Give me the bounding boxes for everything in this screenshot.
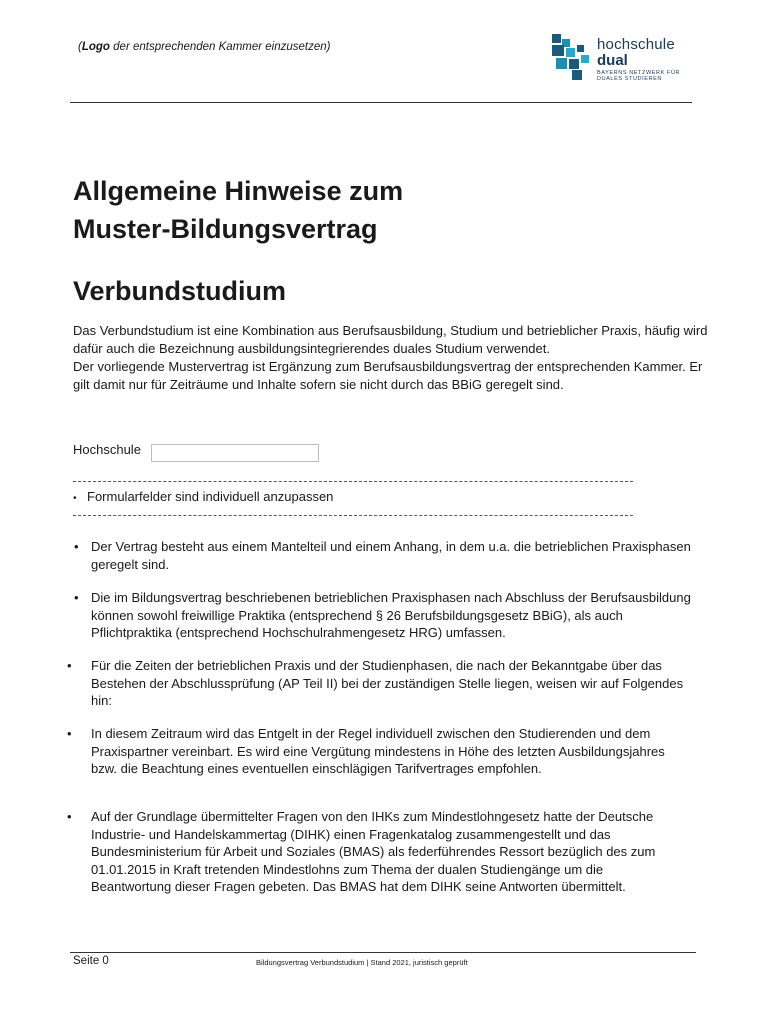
- bullet-dot: •: [74, 539, 79, 554]
- list-item-text: Für die Zeiten der betrieblichen Praxis und der Studienphasen, die nach der Bekanntgabe über das Bestehen der Abschlussprüfung (AP Teil II) bei der zuständigen Stelle liegen, weisen wir auf Folgendes hin:: [91, 658, 684, 708]
- form-fields-note-text: Formularfelder sind individuell anzupassen: [87, 489, 334, 504]
- header-divider: [70, 102, 692, 103]
- bullet-dot: •: [67, 726, 72, 741]
- document-subtitle: Verbundstudium: [73, 276, 287, 306]
- list-item: [74, 538, 691, 573]
- form-fields-note: [73, 489, 333, 504]
- bullet-dot: •: [67, 658, 72, 673]
- logo-mark-icon: [550, 33, 594, 81]
- logo-line-dual: dual: [597, 52, 628, 69]
- logo-placeholder-note: (Logo der entsprechenden Kammer einzusetzen): [78, 41, 331, 53]
- list-item: [67, 657, 696, 710]
- intro-paragraph-2: Der vorliegende Mustervertrag ist Ergänzung zum Berufsausbildungsvertrag der entsprechenden Kammer. Er gilt damit nur für Zeiträume und Inhalte sofern sie nicht durch das BBiG geregelt sind.: [73, 359, 703, 392]
- bullet-dot: •: [67, 809, 72, 824]
- intro-text: [73, 322, 713, 394]
- dashed-divider-bottom: [73, 515, 633, 516]
- list-item-text: Der Vertrag besteht aus einem Mantelteil und einem Anhang, in dem u.a. die betrieblichen Praxisphasen geregelt sind.: [91, 539, 691, 572]
- list-item: [67, 725, 681, 778]
- logo-line-hochschule: hochschule: [597, 36, 675, 53]
- list-item: [67, 808, 681, 896]
- footer-divider: [70, 952, 696, 953]
- list-item: [74, 589, 696, 642]
- hochschule-input[interactable]: [151, 444, 319, 462]
- logo-tagline-2: DUALES STUDIEREN: [597, 75, 662, 82]
- logo-word: Logo: [81, 41, 110, 53]
- page-number: Seite 0: [73, 955, 109, 967]
- logo-tagline-1: BAYERNS NETZWERK FÜR: [597, 70, 681, 76]
- list-item-text: Die im Bildungsvertrag beschriebenen betrieblichen Praxisphasen nach Abschluss der Berufsausbildung können sowohl freiwillige Praktika (entsprechend § 26 Berufsbildungsgesetz BBiG), als auch Pflichtpraktika (entsprechend Hochschulrahmengesetz HRG) umfassen.: [91, 590, 691, 640]
- note-bullet: •: [73, 493, 77, 504]
- hochschule-label: Hochschule: [73, 442, 141, 457]
- bullet-dot: •: [74, 590, 79, 605]
- list-item-text: Auf der Grundlage übermittelter Fragen von den IHKs zum Mindestlohngesetz hatte der Deutsche Industrie- und Handelskammertag (DIHK) einen Fragenkatalog zusammengestellt und das Bundesministerium für Arbeit und Soziales (BMAS) als federführendes Ressort bezüglich des zum 01.01.2015 in Kraft tretenden Mindestlohns zum Thema der dualen Studiengänge um die Beantwortung dieser Fragen gebeten. Das BMAS hat dem DIHK seine Antworten übermittelt.: [91, 809, 656, 894]
- hochschule-dual-logo: [550, 33, 690, 89]
- document-title: Allgemeine Hinweise zum Muster-Bildungsvertrag: [73, 176, 404, 244]
- list-item-text: In diesem Zeitraum wird das Entgelt in der Regel individuell zwischen den Studierenden und dem Praxispartner vereinbart. Es wird eine Vergütung mindestens in Höhe des letzten Ausbildungsjahres bzw. die Beachtung eines eventuellen einschlägigen Tarifvertrages empfohlen.: [91, 726, 665, 776]
- intro-paragraph-1: Das Verbundstudium ist eine Kombination aus Berufsausbildung, Studium und betrieblicher Praxis, häufig wird dafür auch die Bezeichnung ausbildungsintegrierendes duales Studium verwendet.: [73, 323, 708, 356]
- footer-doc-info: Bildungsvertrag Verbundstudium | Stand 2021, juristisch geprüft: [256, 958, 468, 967]
- dashed-divider-top: [73, 481, 633, 482]
